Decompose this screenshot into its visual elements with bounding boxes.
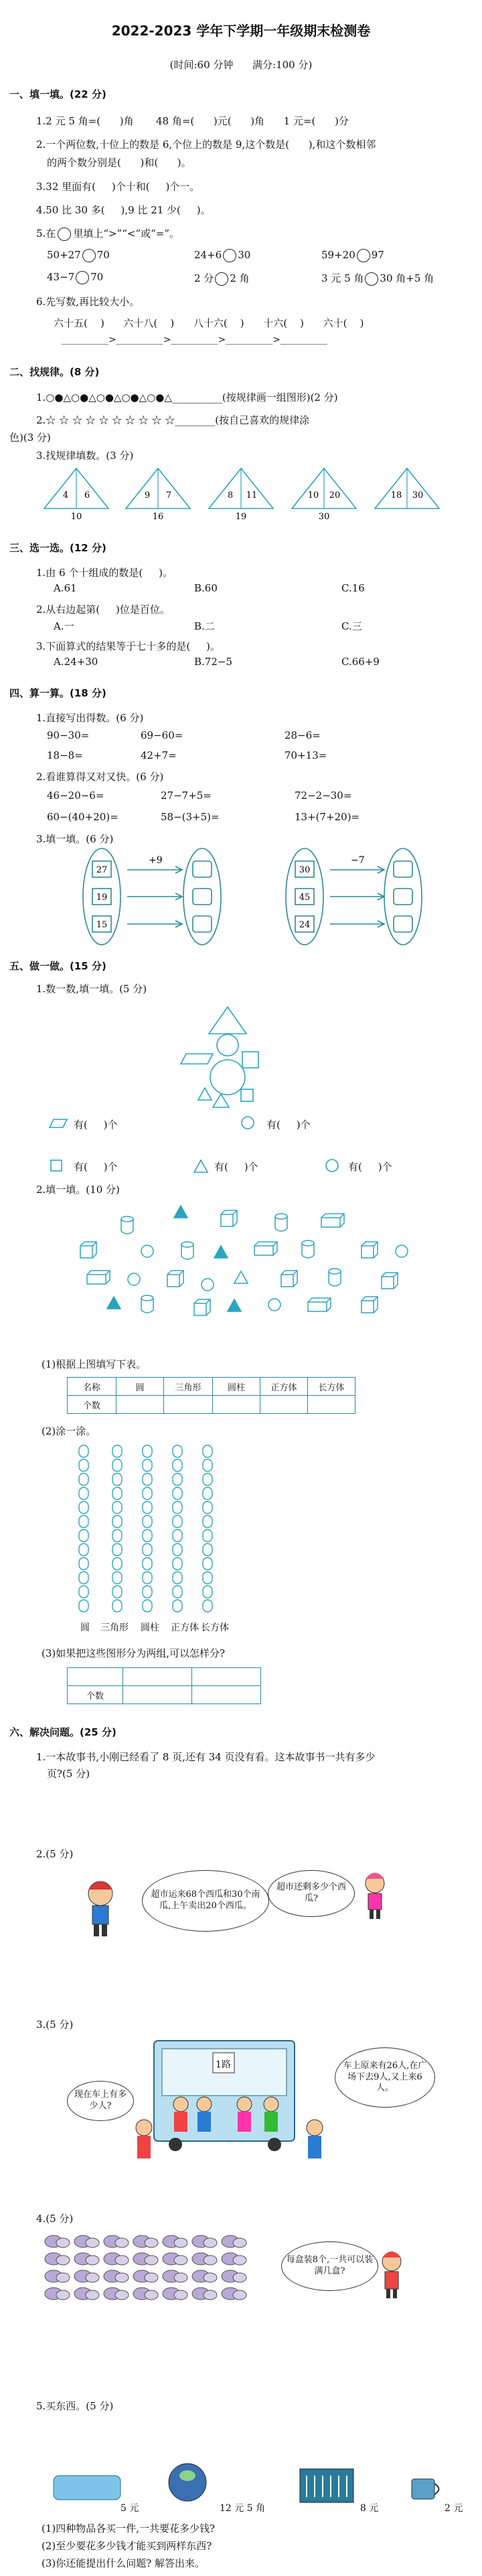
- s1-q2-line1: 2.一个两位数,十位上的数是 6,个位上的数是 9,这个数是( ),和这个数相邻: [36, 139, 376, 151]
- calc-item: 60−(40+20)=: [47, 811, 118, 823]
- s4-q2: 2.看谁算得又对又快。(6 分): [36, 771, 164, 783]
- s1-q2-line2: 的两个数分别是( )和( )。: [47, 157, 191, 169]
- bar-label: 长方体: [201, 1623, 229, 1633]
- calc-item: 90−30=: [47, 729, 90, 741]
- compare-item: 50+27 70: [47, 249, 110, 261]
- s3-q3-opt-a[interactable]: A.24+30: [54, 656, 98, 668]
- compare-item: 24+6 30: [194, 249, 251, 261]
- s5-q1: 1.数一数,填一填。(5 分): [36, 983, 147, 995]
- shape-count-table: 名称 圆 三角形 圆柱 正方体 长方体 个数: [67, 1377, 355, 1414]
- triangle-right-number: 20: [329, 490, 341, 500]
- triangle-right-number: 30: [412, 490, 424, 500]
- bar-label: 三角形: [100, 1623, 129, 1633]
- section-1-title: 一、填一填。(22 分): [9, 88, 106, 100]
- section-3-title: 三、选一选。(12 分): [9, 542, 106, 554]
- triangle-bottom-number: 30: [318, 512, 330, 522]
- s3-q2-opt-b[interactable]: B.二: [194, 620, 215, 632]
- exam-score: 满分:100 分): [252, 59, 313, 71]
- triangle-bottom-number: 16: [152, 512, 164, 522]
- exam-time: (时间:60 分钟: [169, 59, 234, 71]
- calc-item: 70+13=: [285, 749, 327, 761]
- count-square: 有( )个: [74, 1161, 118, 1173]
- abacus-icon: [300, 2469, 353, 2502]
- triangle-bottom-number: 19: [235, 512, 247, 522]
- calc-item: 46−20−6=: [47, 790, 104, 802]
- s4-q3: 3.填一填。(6 分): [36, 833, 114, 845]
- s3-q3: 3.下面算式的结果等于七十多的是( )。: [36, 640, 220, 652]
- speech-bubble: 车上原来有26人,在广场下去9人,又上来6人。: [335, 2047, 435, 2108]
- triangle-left-number: 8: [227, 490, 234, 500]
- triangle-left-number: 10: [307, 490, 319, 500]
- s1-q6-answer-line: __________>__________>__________>__________>__________: [62, 335, 327, 345]
- s6-q4: 4.(5 分): [36, 2213, 74, 2225]
- compare-item: 2 分 2 角: [194, 272, 250, 284]
- machine-input: 19: [96, 893, 108, 903]
- bar-label: 圆: [80, 1623, 90, 1633]
- machine-input: 30: [299, 865, 311, 875]
- speech-bubble: 超市运来68个西瓜和30个南瓜,上午卖出20个西瓜。: [142, 1870, 269, 1932]
- s3-q1: 1.由 6 个十组成的数是( )。: [36, 567, 173, 579]
- section-6-title: 六、解决问题。(25 分): [9, 1726, 116, 1738]
- bar-label: 圆柱: [141, 1623, 159, 1633]
- s3-q3-opt-c[interactable]: C.66+9: [341, 656, 380, 668]
- price-label: 12 元 5 角: [220, 2503, 266, 2514]
- s3-q2-opt-c[interactable]: C.三: [341, 620, 362, 632]
- price-label: 2 元: [445, 2503, 463, 2514]
- machine-input: 27: [96, 865, 108, 875]
- triangle-left-number: 18: [390, 490, 402, 500]
- s6-q2: 2.(5 分): [36, 1848, 74, 1860]
- calc-item: 42+7=: [141, 749, 177, 761]
- s6-q5: 5.买东西。(5 分): [36, 2400, 114, 2412]
- s3-q1-opt-b[interactable]: B.60: [194, 582, 218, 594]
- triangle-left-number: 9: [144, 490, 151, 500]
- s1-q5: 5.在 里填上“>”“<”或“=”。: [36, 227, 180, 240]
- s6-q1-line2: 页?(5 分): [47, 1768, 90, 1780]
- calc-item: 58−(3+5)=: [161, 811, 220, 823]
- s6-q5a: (1)四种物品各买一件,一共要花多少钱?: [42, 2522, 216, 2535]
- s3-q1-opt-a[interactable]: A.61: [54, 582, 77, 594]
- section-4-title: 四、算一算。(18 分): [9, 687, 106, 699]
- s1-q4: 4.50 比 30 多( ),9 比 21 少( )。: [36, 204, 211, 216]
- s2-q2: 2.☆ ☆ ☆ ☆ ☆ ☆ ☆ ☆ ☆ ☆________(按自己喜欢的规律涂: [36, 414, 310, 426]
- s5-q2c: (3)如果把这些图形分为两组,可以怎样分?: [42, 1647, 226, 1659]
- s1-q6-seq: 六十五( ) 六十八( ) 八十六( ) 十六( ) 六十( ): [54, 317, 364, 329]
- calc-item: 18−8=: [47, 749, 83, 761]
- machine-input: 15: [96, 920, 108, 930]
- s2-q2-cont: 色)(3 分): [9, 432, 51, 444]
- compare-item: 43−7 70: [47, 271, 104, 283]
- bar-label: 正方体: [171, 1623, 199, 1633]
- s3-q2: 2.从右边起第( )位是百位。: [36, 604, 170, 616]
- calc-item: 28−6=: [285, 729, 321, 741]
- s1-q1: 1.2 元 5 角=( )角 48 角=( )元( )角 1 元=( )分: [36, 115, 349, 127]
- s5-q2b: (2)涂一涂。: [42, 1425, 96, 1437]
- machine-op: −7: [351, 855, 365, 866]
- s3-q1-opt-c[interactable]: C.16: [341, 582, 365, 594]
- compare-item: 59+20 97: [321, 249, 384, 261]
- triangle-right-number: 6: [84, 490, 90, 500]
- bus-route-label: 1路: [216, 2059, 231, 2070]
- s2-q1: 1.○●△○●△○●△○●△○●△__________(按规律画一组图形)(2 分): [36, 391, 338, 403]
- count-circle-2: 有( )个: [348, 1161, 392, 1173]
- globe-icon: [169, 2464, 206, 2501]
- calc-item: 69−60=: [141, 729, 183, 741]
- s5-q2: 2.填一填。(10 分): [36, 1184, 120, 1196]
- count-triangle: 有( )个: [214, 1161, 258, 1173]
- calc-item: 13+(7+20)=: [295, 811, 360, 823]
- section-2-title: 二、找规律。(8 分): [9, 366, 100, 378]
- s6-q5c: (3)你还能提出什么问题? 解答出来。: [42, 2557, 206, 2569]
- s1-q6: 6.先写数,再比较大小。: [36, 296, 140, 308]
- exam-title: 2022-2023 学年下学期一年级期末检测卷: [111, 23, 371, 39]
- price-label: 8 元: [360, 2503, 379, 2514]
- speech-bubble: 每盒装8个,一共可以装满几盒?: [281, 2241, 378, 2291]
- cup-icon: [412, 2479, 434, 2499]
- s6-q5b: (2)至少要花多少钱才能买到两样东西?: [42, 2540, 212, 2552]
- speech-bubble: 现在车上有多少人?: [67, 2081, 134, 2121]
- s2-q3: 3.找规律填数。(3 分): [36, 450, 134, 462]
- compare-item: 3 元 5 角 30 角+5 角: [321, 272, 434, 284]
- s3-q3-opt-b[interactable]: B.72−5: [194, 656, 232, 668]
- speech-bubble: 超市还剩多少个西瓜?: [268, 1870, 355, 1917]
- triangle-left-number: 4: [62, 490, 69, 500]
- count-parallelogram: 有( )个: [74, 1119, 118, 1131]
- s4-q1: 1.直接写出得数。(6 分): [36, 712, 144, 724]
- s6-q3: 3.(5 分): [36, 2019, 74, 2031]
- s3-q2-opt-a[interactable]: A.一: [54, 620, 74, 632]
- triangle-right-number: 11: [246, 490, 258, 500]
- pencil-case-icon: [54, 2476, 120, 2500]
- section-5-title: 五、做一做。(15 分): [9, 960, 106, 972]
- s6-q1-line1: 1.一本故事书,小刚已经看了 8 页,还有 34 页没有看。这本故事书一共有多少: [36, 1751, 376, 1763]
- machine-input: 45: [299, 893, 311, 903]
- s5-q2a: (1)根据上图填写下表。: [42, 1358, 147, 1370]
- group-table: 个数: [67, 1667, 261, 1704]
- calc-item: 72−2−30=: [295, 790, 352, 802]
- machine-op: +9: [149, 855, 163, 866]
- price-label: 5 元: [120, 2503, 139, 2514]
- triangle-right-number: 7: [165, 490, 172, 500]
- machine-input: 24: [299, 920, 311, 930]
- triangle-bottom-number: 10: [70, 512, 82, 522]
- calc-item: 27−7+5=: [161, 790, 212, 802]
- s1-q3: 3.32 里面有( )个十和( )个一。: [36, 181, 200, 193]
- count-circle: 有( )个: [266, 1119, 311, 1131]
